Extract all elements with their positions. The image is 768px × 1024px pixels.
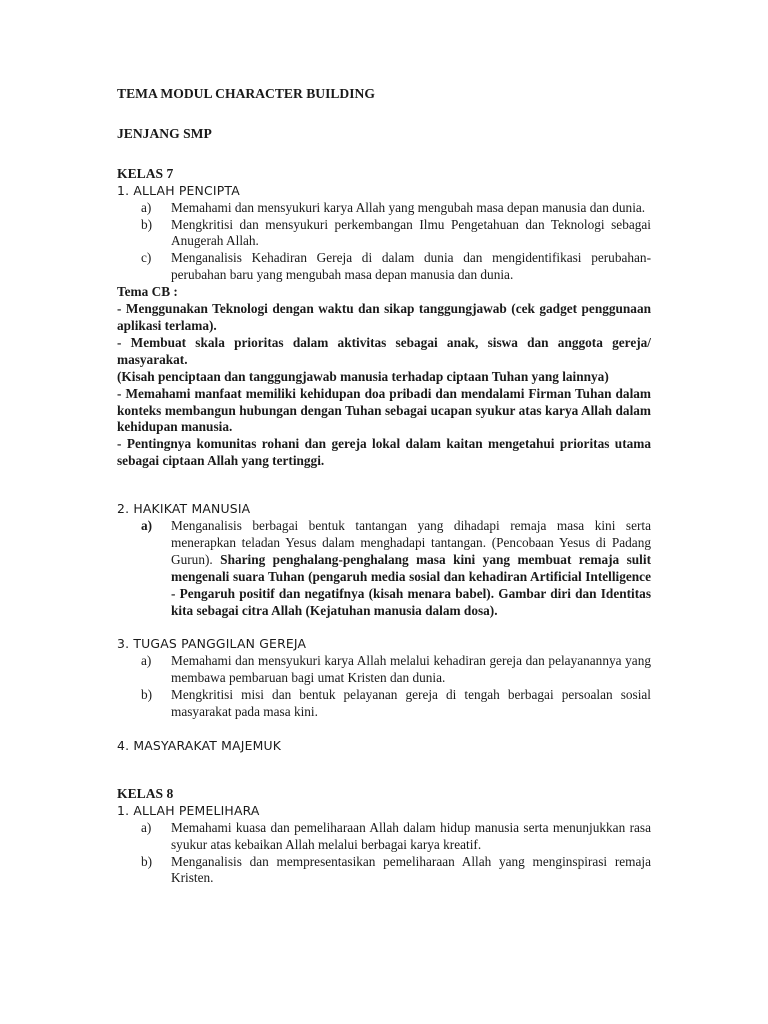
list-marker: b) bbox=[141, 853, 153, 869]
tugas-panggilan-list bbox=[117, 653, 651, 721]
tema-cb-label: Tema CB : bbox=[117, 284, 178, 300]
list-item-text-normal: Menganalisis berbagai bentuk tantangan yang dihadapi remaja masa kini serta menerapkan teladan Yesus dalam menghadapi tantangan. (Pencobaan Yesus di Padang Gurun). bbox=[171, 518, 651, 567]
list-item bbox=[117, 518, 651, 619]
list-item bbox=[117, 854, 651, 888]
kelas-7-heading: KELAS 7 bbox=[117, 165, 174, 181]
section-title-allah-pemelihara: 1. ALLAH PEMELIHARA bbox=[117, 802, 260, 818]
list-item-text: Mengkritisi dan mensyukuri perkembangan Ilmu Pengetahuan dan Teknologi sebagai Anugerah Allah. bbox=[171, 216, 651, 249]
tema-cb-line: - Memahami manfaat memiliki kehidupan doa pribadi dan mendalami Firman Tuhan dalam konteks membangun hubungan dengan Tuhan sebagai ucapan syukur atas karya Allah dalam kehidupan manusia. bbox=[117, 385, 651, 435]
list-marker: b) bbox=[141, 687, 153, 703]
document-title: TEMA MODUL CHARACTER BUILDING bbox=[117, 86, 375, 101]
kelas-8-heading: KELAS 8 bbox=[117, 785, 174, 801]
list-item-text: Memahami dan mensyukuri karya Allah melalui kehadiran gereja dan pelayanannya yang membawa pembaruan bagi umat Kristen dan dunia. bbox=[171, 653, 651, 686]
list-marker: b) bbox=[141, 216, 153, 232]
list-item-text: Menganalisis dan mempresentasikan pemeliharaan Allah yang menginspirasi remaja Kristen. bbox=[171, 853, 651, 886]
allah-pencipta-list bbox=[117, 200, 651, 285]
list-item-text bbox=[171, 518, 651, 619]
list-item bbox=[117, 820, 651, 854]
tema-cb-line: (Kisah penciptaan dan tanggungjawab manusia terhadap ciptaan Tuhan yang lainnya) bbox=[117, 368, 609, 384]
list-marker: a) bbox=[141, 199, 152, 215]
list-item bbox=[117, 200, 651, 217]
document-body bbox=[117, 86, 651, 887]
list-marker: a) bbox=[141, 518, 153, 534]
list-marker: a) bbox=[141, 653, 152, 669]
list-item bbox=[117, 250, 651, 284]
list-item-text: Menganalisis Kehadiran Gereja di dalam dunia dan mengidentifikasi perubahan-perubahan baru yang mengubah masa depan manusia dan dunia. bbox=[171, 250, 651, 283]
tema-cb-line: - Membuat skala prioritas dalam aktivitas sebagai anak, siswa dan anggota gereja/ masyarakat. bbox=[117, 334, 651, 367]
list-marker: a) bbox=[141, 819, 152, 835]
list-item-text: Memahami kuasa dan pemeliharaan Allah dalam hidup manusia serta menunjukkan rasa syukur atas kebaikan Allah melalui berbagai karya kreatif. bbox=[171, 819, 651, 852]
list-item bbox=[117, 687, 651, 721]
tema-cb-line: - Pentingnya komunitas rohani dan gereja lokal dalam kaitan mengetahui prioritas utama sebagai ciptaan Allah yang tertinggi. bbox=[117, 436, 651, 469]
section-title-masyarakat-majemuk: 4. MASYARAKAT MAJEMUK bbox=[117, 738, 282, 753]
document-level: JENJANG SMP bbox=[117, 125, 212, 141]
section-title-hakikat-manusia: 2. HAKIKAT MANUSIA bbox=[117, 501, 251, 517]
section-title-allah-pencipta: 1. ALLAH PENCIPTA bbox=[117, 182, 240, 198]
list-item-text-bold: Sharing penghalang-penghalang masa kini yang membuat remaja sulit mengenali suara Tuhan (pengaruh media sosial dan kehadiran Artificial Intelligence - Pengaruh positif dan negatifnya (kisah menara babel). Gambar diri dan Identitas kita sebagai citra Allah (Kejatuhan manusia dalam dosa). bbox=[171, 551, 651, 618]
section-title-tugas-panggilan-gereja: 3. TUGAS PANGGILAN GEREJA bbox=[117, 636, 307, 652]
list-marker: c) bbox=[141, 250, 152, 266]
hakikat-manusia-list bbox=[117, 518, 651, 619]
allah-pemelihara-list bbox=[117, 820, 651, 888]
tema-cb-line: - Menggunakan Teknologi dengan waktu dan sikap tanggungjawab (cek gadget penggunaan aplikasi terlama). bbox=[117, 301, 651, 333]
tema-cb-block bbox=[117, 284, 651, 470]
list-item bbox=[117, 653, 651, 687]
list-item-text: Mengkritisi misi dan bentuk pelayanan gereja di tengah berbagai persoalan sosial masyarakat pada masa kini. bbox=[171, 687, 651, 720]
list-item-text: Memahami dan mensyukuri karya Allah yang mengubah masa depan manusia dan dunia. bbox=[171, 199, 646, 215]
list-item bbox=[117, 217, 651, 251]
